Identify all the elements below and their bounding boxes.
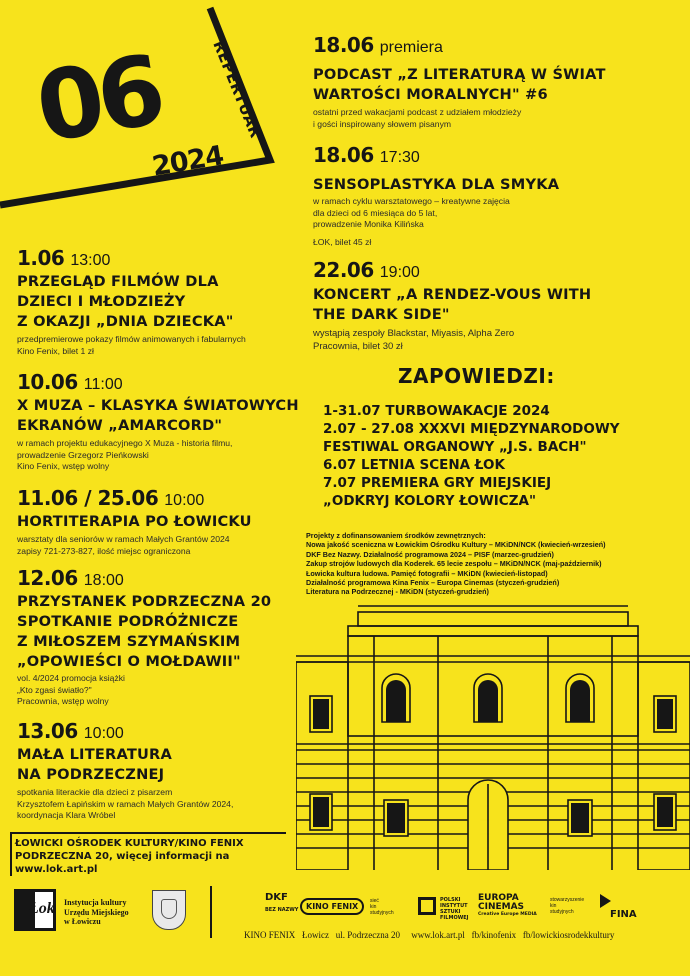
institution-line: Instytucja kultury	[64, 898, 127, 907]
event-title-line: HORTITERAPIA PO ŁOWICKU	[17, 513, 252, 530]
zapowiedzi-item: 7.07 PREMIERA GRY MIEJSKIEJ	[323, 475, 552, 491]
stowarzyszenie-logo	[550, 897, 584, 915]
event-title-line: DZIECI I MŁODZIEŻY	[17, 293, 186, 310]
event-description	[313, 327, 683, 353]
event-title	[17, 512, 307, 532]
event-title-line: EKRANÓW „AMARCORD"	[17, 417, 223, 434]
zapowiedzi-item: 1-31.07 TURBOWAKACJE 2024	[323, 403, 550, 419]
header-block	[0, 0, 290, 230]
event-title-line: PODCAST „Z LITERATURĄ W ŚWIAT	[313, 66, 606, 83]
siec-kin-logo	[370, 898, 394, 916]
address-line-2: PODRZECZNA 20, więcej informacji na www.lok.art.pl	[15, 851, 230, 875]
event-desc-line: w ramach cyklu warsztatowego – kreatywne zajęcia	[313, 196, 510, 206]
event-description	[17, 673, 307, 708]
left-event-5	[17, 719, 307, 822]
dkf-logo	[265, 893, 298, 915]
event-title-line: PRZEGLĄD FILMÓW DLA	[17, 273, 219, 290]
event-desc-line: Kino Fenix, wstęp wolny	[17, 461, 110, 471]
event-desc-line: Pracownia, wstęp wolny	[17, 696, 109, 706]
event-description	[313, 107, 683, 130]
fina-logo: FINA	[610, 909, 637, 920]
event-description	[17, 787, 307, 822]
event-time: 10:00	[83, 725, 124, 742]
event-title-line: PRZYSTANEK PODRZECZNA 20	[17, 593, 272, 610]
left-event-4	[17, 566, 307, 708]
event-desc-line: wystąpią zespoły Blackstar, Miyasis, Alpha Zero	[313, 328, 515, 339]
event-date: 11.06 / 25.06	[17, 486, 159, 510]
right-event-3	[313, 258, 683, 353]
funding-line: Zakup strojów ludowych dla Koderek. 65 lecie zespołu – MKiDN/NCK (maj-październik)	[306, 559, 602, 569]
event-desc-line: zapisy 721-273-827, ilość miejsc ograniczona	[17, 545, 191, 556]
funding-line: DKF Bez Nazwy. Działalność programowa 2024 – PISF (marzec-grudzień)	[306, 549, 554, 559]
right-event-2	[313, 143, 683, 248]
address-line-1: ŁOWICKI OŚRODEK KULTURY/KINO FENIX	[15, 838, 244, 849]
event-time: premiera	[379, 39, 443, 56]
event-title-line: WARTOŚCI MORALNYCH" #6	[313, 86, 548, 103]
zapowiedzi-list	[323, 402, 683, 510]
event-date: 10.06	[17, 370, 78, 394]
event-time: 18:00	[83, 572, 124, 589]
europa-line: EUROPA	[478, 893, 519, 903]
event-time: 13:00	[70, 252, 111, 269]
repertuar-label: REPERTUAR	[209, 38, 265, 141]
event-desc-line: vol. 4/2024 promocja książki	[17, 673, 125, 683]
event-title	[17, 272, 307, 332]
stow-line: stowarzyszenie	[550, 897, 585, 903]
building-illustration	[296, 604, 690, 870]
event-desc-line: przedpremierowe pokazy filmów animowanych i fabularnych	[17, 334, 246, 344]
footer-bottom-line: KINO FENIX Łowicz ul. Podrzeczna 20 www.lok.art.pl fb/kinofenix fb/lowickiosrodekkultury	[244, 930, 615, 940]
pisf-icon	[418, 897, 436, 915]
europa-line: CINEMAS	[478, 902, 525, 912]
event-title-line: THE DARK SIDE"	[313, 306, 450, 323]
zapowiedzi-heading: ZAPOWIEDZI:	[398, 364, 555, 388]
dkf-label: DKF	[265, 892, 288, 903]
siec-line: kin	[370, 904, 377, 910]
event-title-line: Z OKAZJI „DNIA DZIECKA"	[17, 313, 234, 330]
event-desc-line: Pracownia, bilet 30 zł	[313, 341, 403, 352]
coat-of-arms-icon	[152, 890, 186, 930]
fenix-label: KINO FENIX	[306, 902, 359, 911]
event-title	[17, 745, 307, 785]
event-desc-line: „Kto zgasi światło?"	[17, 684, 92, 695]
event-title-line: SENSOPLASTYKA DLA SMYKA	[313, 176, 560, 193]
event-date: 18.06	[313, 33, 374, 57]
pisf-logo	[440, 897, 468, 921]
siec-line: studyjnych	[370, 910, 394, 916]
event-desc-line: warsztaty dla seniorów w ramach Małych Grantów 2024	[17, 534, 230, 544]
zapowiedzi-item: 2.07 - 27.08 XXXVI MIĘDZYNARODOWY	[323, 421, 620, 437]
event-description	[17, 334, 307, 357]
pisf-line: SZTUKI	[440, 909, 461, 915]
event-desc-line: w ramach projektu edukacyjnego X Muza - historia filmu,	[17, 438, 233, 448]
event-description	[17, 438, 317, 473]
event-title	[17, 592, 307, 672]
address-box	[10, 832, 286, 876]
event-time: 19:00	[379, 264, 420, 281]
funding-line: Łowicka kultura ludowa. Pamięć fotografii – MKiDN (kwiecień-listopad)	[306, 568, 548, 578]
funding-line: Literatura na Podrzecznej - MKiDN (styczeń-grudzień)	[306, 587, 489, 597]
kino-fenix-logo	[300, 898, 364, 915]
event-title	[313, 175, 683, 195]
institution-text	[64, 898, 129, 927]
pisf-line: INSTYTUT	[440, 903, 468, 909]
event-time: 17:30	[379, 149, 420, 166]
left-event-1	[17, 246, 307, 357]
funding-line: Nowa jakość sceniczna w Łowickim Ośrodku Kultury – MKiDN/NCK (kwiecień-wrzesień)	[306, 540, 606, 550]
left-event-2	[17, 370, 317, 473]
zapowiedzi-item: „ODKRYJ KOLORY ŁOWICZA"	[323, 493, 536, 509]
event-title-line: SPOTKANIE PODRÓŻNICZE	[17, 613, 239, 630]
event-time: 11:00	[83, 376, 123, 393]
stow-line: studyjnych	[550, 909, 574, 915]
event-desc-line: i gości inspirowany słowem pisanym	[313, 118, 452, 129]
siec-line: sieć	[370, 898, 379, 904]
event-title-line: NA PODRZECZNEJ	[17, 766, 165, 783]
funding-line: Projekty z dofinansowaniem środków zewnętrznych:	[306, 531, 486, 540]
event-desc-line: dla dzieci od 6 miesiąca do 5 lat,	[313, 207, 438, 218]
month-number: 06	[28, 34, 168, 165]
event-title	[313, 65, 683, 105]
europa-sub: Creative Europe MEDIA	[478, 912, 537, 917]
funding-notes	[306, 531, 686, 597]
event-title-line: Z MIŁOSZEM SZYMAŃSKIM	[17, 633, 241, 650]
left-event-3	[17, 486, 307, 557]
right-event-1	[313, 33, 683, 130]
event-title-line: MAŁA LITERATURA	[17, 746, 172, 763]
event-title	[313, 285, 683, 325]
event-desc-line: ostatni przed wakacjami podcast z udziałem młodzieży	[313, 107, 522, 117]
event-title-line: X MUZA – KLASYKA ŚWIATOWYCH	[17, 397, 299, 414]
institution-line: w Łowiczu	[64, 917, 101, 926]
pisf-line: FILMOWEJ	[440, 915, 469, 921]
event-time: 10:00	[164, 492, 205, 509]
event-description	[313, 196, 683, 248]
europa-cinemas-logo	[478, 894, 537, 918]
institution-line: Urzędu Miejskiego	[64, 907, 129, 917]
event-desc-line: spotkania literackie dla dzieci z pisarzem	[17, 787, 173, 797]
fina-play-icon	[600, 894, 611, 908]
event-date: 18.06	[313, 143, 374, 167]
zapowiedzi-item: FESTIWAL ORGANOWY „J.S. BACH"	[323, 439, 587, 455]
event-date: 12.06	[17, 566, 78, 590]
event-title-line: KONCERT „A RENDEZ-VOUS WITH	[313, 286, 592, 303]
event-desc-line: prowadzenie Monika Kilińska	[313, 219, 424, 229]
footer-divider	[210, 886, 212, 938]
pisf-line: POLSKI	[440, 897, 461, 903]
funding-line: Działalność programowa Kina Fenix – Europa Cinemas (styczeń-grudzień)	[306, 578, 560, 588]
event-title	[17, 396, 317, 436]
lok-logo: Łok	[14, 889, 56, 931]
event-desc-line: Krzysztofem Łapińskim w ramach Małych Grantów 2024,	[17, 798, 234, 809]
event-date: 22.06	[313, 258, 374, 282]
event-date: 1.06	[17, 246, 65, 270]
event-desc-line: ŁOK, bilet 45 zł	[313, 236, 372, 247]
year-label: 2024	[150, 140, 226, 183]
event-date: 13.06	[17, 719, 78, 743]
event-description	[17, 534, 307, 557]
event-title-line: „OPOWIEŚCI O MOŁDAWII"	[17, 653, 241, 670]
stow-line: kin	[550, 903, 557, 909]
zapowiedzi-item: 6.07 LETNIA SCENA ŁOK	[323, 457, 505, 473]
event-desc-line: Kino Fenix, bilet 1 zł	[17, 345, 94, 356]
event-desc-line: koordynacja Klara Wróbel	[17, 810, 116, 820]
dkf-sub-label: BEZ NAZWY	[265, 907, 299, 913]
event-desc-line: prowadzenie Grzegorz Pieńkowski	[17, 449, 149, 460]
